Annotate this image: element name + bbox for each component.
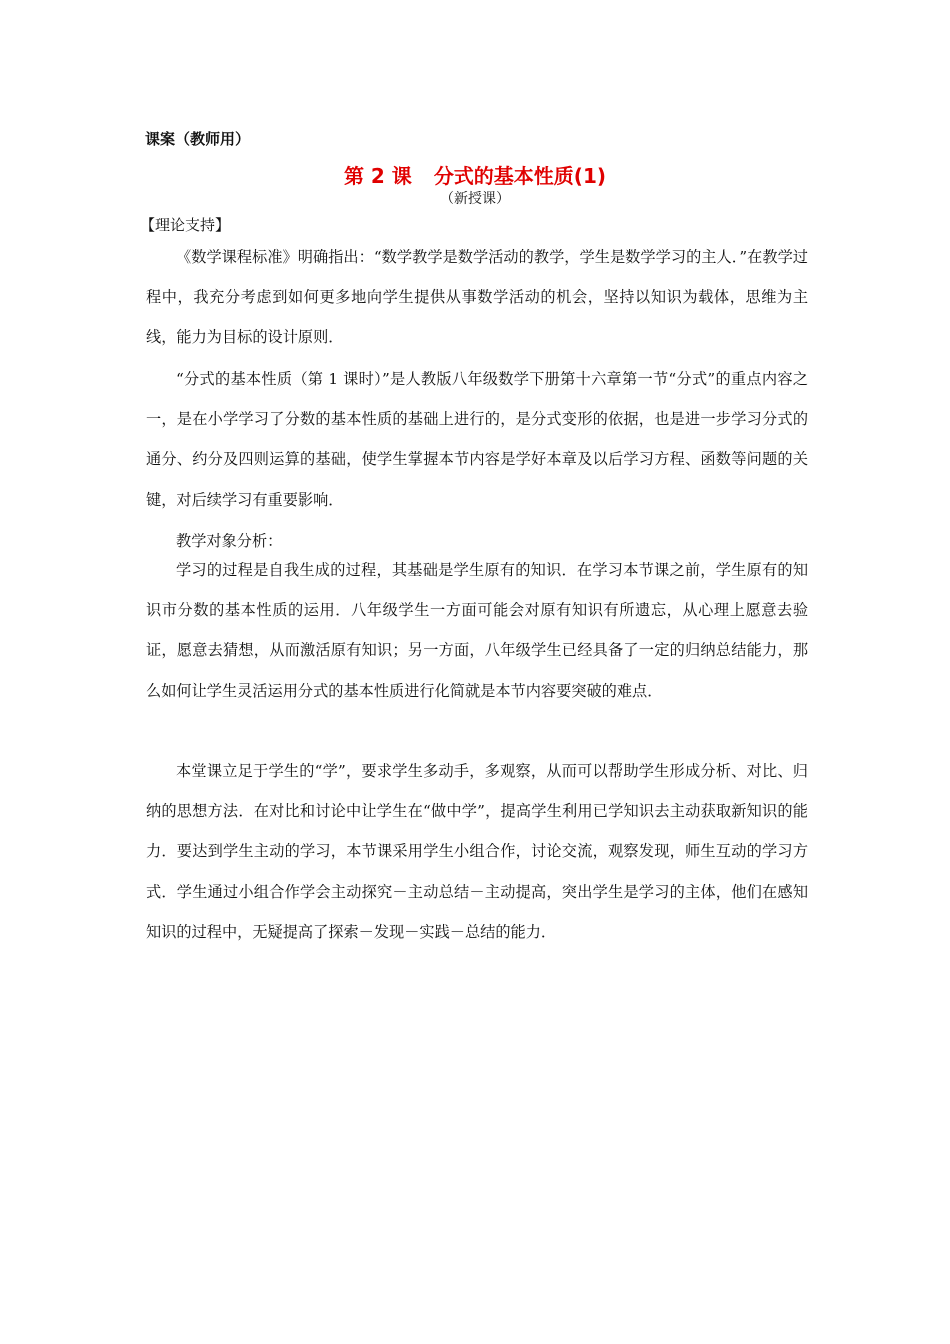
paragraph-teaching-approach: 本堂课立足于学生的“学”，要求学生多动手，多观察，从而可以帮助学生形成分析、对比、归纳的思想方法．在对比和讨论中让学生在“做中学”，提高学生利用已学知识去主动获取新知识的能力．要达到学生主动的学习，本节课采用学生小组合作，讨论交流，观察发现，师生互动的学习方式．学生通过小组合作学会主动探究－主动总结－主动提高，突出学生是学习的主体，他们在感知知识的过程中，无疑提高了探索－发现－实践－总结的能力． [146,762,808,941]
paragraph-student-analysis-heading: 教学对象分析： [176,532,283,550]
lesson-number: 第 2 课 [343,164,412,188]
doc-label: 课案（教师用） [145,130,251,148]
section-heading: 【理论支持】 [140,216,231,234]
lesson-topic: 分式的基本性质(1) [433,164,607,188]
paragraph-lesson-position: “分式的基本性质（第 1 课时）”是人教版八年级数学下册第十六章第一节“分式”的重点内容之一，是在小学学习了分数的基本性质的基础上进行的，是分式变形的依据，也是进一步学习分式的通分、约分及四则运算的基础，使学生掌握本节内容是学好本章及以后学习方程、函数等问题的关键，对后续学习有重要影响． [146,370,808,509]
paragraph-curriculum-standard: 《数学课程标准》明确指出：“数学教学是数学活动的教学，学生是数学学习的主人．”在教学过程中，我充分考虑到如何更多地向学生提供从事数学活动的机会，坚持以知识为载体，思维为主线，能力为目标的设计原则． [146,248,808,347]
lesson-title [0,160,950,189]
lesson-subtitle: （新授课） [440,191,510,207]
paragraph-student-analysis: 学习的过程是自我生成的过程，其基础是学生原有的知识．在学习本节课之前，学生原有的知识市分数的基本性质的运用．八年级学生一方面可能会对原有知识有所遗忘，从心理上愿意去验证，愿意去猜想，从而激活原有知识；另一方面，八年级学生已经具备了一定的归纳总结能力，那么如何让学生灵活运用分式的基本性质进行化简就是本节内容要突破的难点． [146,561,808,700]
